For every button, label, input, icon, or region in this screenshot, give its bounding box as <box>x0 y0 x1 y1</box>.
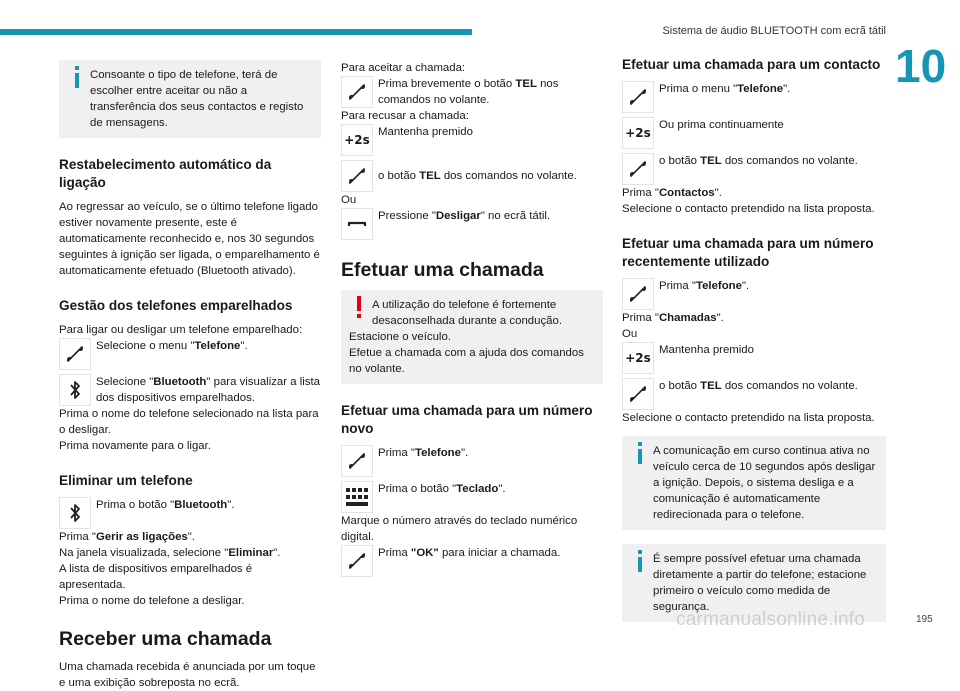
warning-note <box>341 290 603 384</box>
step-text: Prima o botão " <box>378 483 457 495</box>
column-2 <box>341 60 603 577</box>
step-text: dos comandos no volante. <box>721 380 858 392</box>
heading-auto-reconnect: Restabelecimento automático da ligação <box>59 157 272 190</box>
text: Na janela visualizada, selecione " <box>59 547 229 559</box>
info-icon <box>632 550 648 572</box>
step-press-phone-menu <box>622 81 886 113</box>
step-text: ". <box>460 447 469 459</box>
heading-receive-call: Receber uma chamada <box>59 628 272 650</box>
info-icon <box>632 442 648 464</box>
column-1 <box>59 60 321 691</box>
step-text: ". <box>498 483 506 495</box>
step-text: Prima " <box>659 280 696 292</box>
step-text: dos comandos no volante. <box>721 155 858 167</box>
hold-2s-icon: +2s <box>341 124 373 156</box>
step-text: Selecione o menu " <box>96 340 195 352</box>
text: ". <box>714 187 722 199</box>
step-text: Prima " <box>378 447 415 459</box>
menu-name: Bluetooth <box>174 499 228 511</box>
heading-make-call: Efetuar uma chamada <box>341 259 544 281</box>
hold-2s-icon: +2s <box>622 117 654 149</box>
text: ". <box>187 531 195 543</box>
paragraph-manage-connections <box>59 529 321 545</box>
button-name: TEL <box>419 170 441 182</box>
paragraph-select-delete <box>59 545 321 561</box>
menu-name: Eliminar <box>228 547 274 559</box>
step-text: Ou prima continuamente <box>659 119 784 131</box>
step-tel-button <box>341 160 603 192</box>
paragraph-manage-intro: Para ligar ou desligar um telefone emparelhado: <box>59 324 303 336</box>
step-text: Mantenha premido <box>378 126 473 138</box>
phone-icon <box>622 153 654 185</box>
heading-recent-number: Efetuar uma chamada para um número recentemente utilizado <box>622 236 874 269</box>
info-note-text: Consoante o tipo de telefone, terá de escolher entre aceitar ou não a transferência dos seus contactos e registo de mensagens. <box>90 69 304 129</box>
step-text: ". <box>240 340 248 352</box>
step-press-hangup <box>341 208 603 240</box>
phone-icon <box>341 76 373 108</box>
step-text: o botão <box>659 155 701 167</box>
step-press-continuously <box>622 117 886 149</box>
step-text: Prima brevemente o botão <box>378 78 516 90</box>
phone-icon <box>622 378 654 410</box>
text: ". <box>273 547 281 559</box>
header-accent-bar <box>0 29 472 35</box>
keypad-icon <box>341 481 373 513</box>
button-name: TEL <box>515 78 537 90</box>
step-tel-button <box>622 153 886 185</box>
hang-up-icon <box>341 208 373 240</box>
step-text: " para visualizar a lista dos dispositivos emparelhados. <box>96 376 320 404</box>
paragraph-or: Ou <box>622 328 638 340</box>
step-text: dos comandos no volante. <box>440 170 577 182</box>
menu-name: Gerir as ligações <box>95 531 188 543</box>
paragraph-list-shown: A lista de dispositivos emparelhados é apresentada. <box>59 563 253 591</box>
phone-icon <box>622 278 654 310</box>
paragraph-select-contact: Selecione o contacto pretendido na lista proposta. <box>622 203 875 215</box>
button-name: TEL <box>700 380 722 392</box>
paragraph-press-name: Prima o nome do telefone a desligar. <box>59 595 245 607</box>
button-name: Desligar <box>435 210 481 222</box>
running-header: Sistema de áudio BLUETOOTH com ecrã tátil <box>662 25 886 37</box>
chapter-number: 10 <box>895 40 947 92</box>
step-text: ". <box>741 280 750 292</box>
paragraph-dial: Marque o número através do teclado numérico digital. <box>341 515 578 543</box>
column-3 <box>622 56 886 622</box>
step-text: Pressione " <box>378 210 436 222</box>
phone-icon <box>59 338 91 370</box>
step-text: Selecione " <box>96 376 154 388</box>
info-note <box>59 60 321 138</box>
phone-icon <box>341 545 373 577</box>
text: Prima " <box>622 312 659 324</box>
step-text: Prima o menu " <box>659 83 738 95</box>
step-text: ". <box>227 499 235 511</box>
paragraph-or: Ou <box>341 194 357 206</box>
warning-text: Efetue a chamada com a ajuda dos comandos no volante. <box>349 347 584 375</box>
step-hold-pressed <box>341 124 603 156</box>
text: ". <box>716 312 724 324</box>
hold-2s-icon: +2s <box>622 342 654 374</box>
paragraph-press-connect: Prima novamente para o ligar. <box>59 440 211 452</box>
phone-icon <box>341 160 373 192</box>
step-press-keypad <box>341 481 603 513</box>
step-select-bluetooth <box>59 374 321 406</box>
warning-text: A utilização do telefone é fortemente desaconselhada durante a condução. <box>372 299 562 327</box>
menu-name: Telefone <box>194 340 241 352</box>
phone-icon <box>341 445 373 477</box>
menu-name: Telefone <box>695 280 742 292</box>
bluetooth-icon <box>59 374 91 406</box>
info-note-text: A comunicação em curso continua ativa no veículo cerca de 10 segundos após desligar a ignição. Depois, o sistema desliga e a comunicação é automaticamente redirecionada para o telefone. <box>653 445 876 521</box>
paragraph-select-contact-2: Selecione o contacto pretendido na lista proposta. <box>622 412 875 424</box>
paragraph-auto-reconnect: Ao regressar ao veículo, se o último telefone ligado estiver novamente presente, este é automaticamente reconhecido e, nos 30 segundos seguintes à ignição ser ligada, o emparelhamento é automaticamente efetuado (Bluetooth ativado). <box>59 201 320 277</box>
step-hold-pressed <box>622 342 886 374</box>
warning-text: Estacione o veículo. <box>349 331 451 343</box>
bluetooth-icon <box>59 497 91 529</box>
menu-name: Contactos <box>658 187 715 199</box>
page-number: 195 <box>916 614 933 625</box>
button-name: TEL <box>700 155 722 167</box>
warning-icon <box>351 296 367 318</box>
step-text: Prima o botão " <box>96 499 175 511</box>
step-text: ". <box>783 83 791 95</box>
step-text: Mantenha premido <box>659 344 754 356</box>
step-select-phone-menu <box>59 338 321 370</box>
paragraph-answer: Para aceitar a chamada: <box>341 62 466 74</box>
heading-new-number: Efetuar uma chamada para um número novo <box>341 403 593 436</box>
text: Prima " <box>622 187 659 199</box>
watermark: carmanualsonline.info <box>676 609 866 630</box>
paragraph-press-contacts <box>622 185 886 201</box>
button-name: Teclado <box>456 483 499 495</box>
paragraph-press-disconnect: Prima o nome do telefone selecionado na lista para o desligar. <box>59 408 319 436</box>
menu-name: Bluetooth <box>153 376 207 388</box>
step-press-telefone <box>622 278 886 310</box>
heading-delete-phone: Eliminar um telefone <box>59 473 193 488</box>
step-press-bluetooth <box>59 497 321 529</box>
step-tel-button-2 <box>622 378 886 410</box>
paragraph-reject: Para recusar a chamada: <box>341 110 469 122</box>
button-name: "OK" <box>410 547 439 559</box>
step-press-telefone <box>341 445 603 477</box>
menu-name: Chamadas <box>658 312 717 324</box>
step-text: o botão <box>378 170 420 182</box>
info-note <box>622 436 886 530</box>
step-press-ok <box>341 545 603 577</box>
step-text: " no ecrã tátil. <box>480 210 551 222</box>
text: Prima " <box>59 531 96 543</box>
paragraph-receive-call: Uma chamada recebida é anunciada por um toque e uma exibição sobreposta no ecrã. <box>59 661 316 689</box>
step-text: o botão <box>659 380 701 392</box>
info-note-text: É sempre possível efetuar uma chamada diretamente a partir do telefone; estacione primeiro o veículo como medida de segurança. <box>653 553 867 613</box>
info-icon <box>69 66 85 88</box>
menu-name: Telefone <box>737 83 784 95</box>
step-text: Prima <box>378 547 411 559</box>
step-text: para iniciar a chamada. <box>438 547 561 559</box>
paragraph-press-calls <box>622 310 886 326</box>
heading-manage-phones: Gestão dos telefones emparelhados <box>59 298 293 313</box>
step-tel-short-press <box>341 76 603 108</box>
menu-name: Telefone <box>414 447 461 459</box>
step-text: nos comandos no volante. <box>378 78 559 106</box>
phone-icon <box>622 81 654 113</box>
heading-call-contact: Efetuar uma chamada para um contacto <box>622 57 881 72</box>
